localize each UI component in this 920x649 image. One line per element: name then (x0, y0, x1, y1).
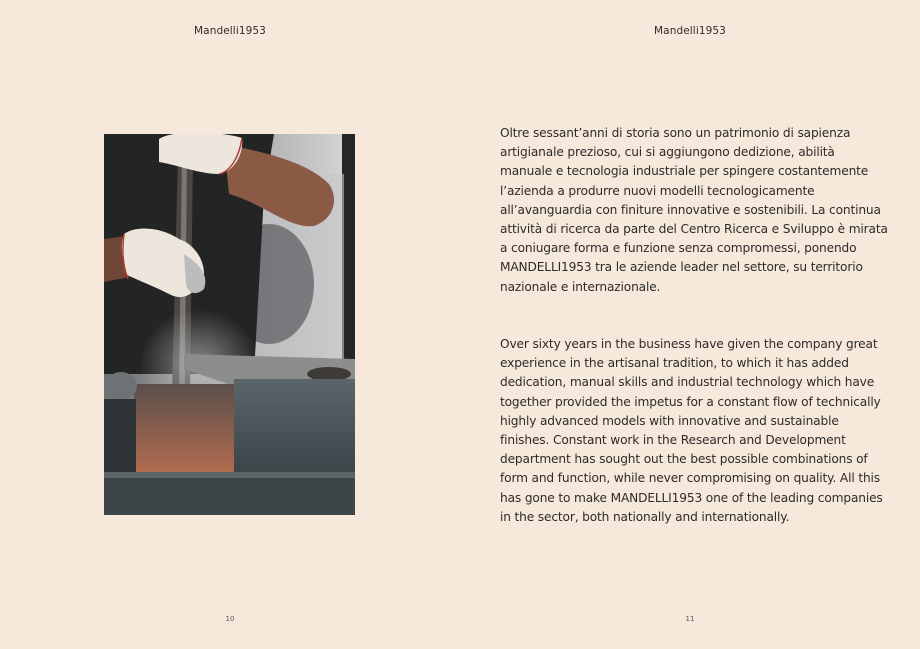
italian-paragraph: Oltre sessant’anni di storia sono un patrimonio di sapienza artigianale prezioso, cui si aggiungono dedizione, abilità manuale e tecnologia industriale per spingere costantemente l’azienda a produrre nuovi modelli tecnologicamente all’avanguardia con finiture innovative e sostenibili. La continua attività di ricerca da parte del Centro Ricerca e Sviluppo è mirata a coniugare forma e funzione senza compromessi, ponendo MANDELLI1953 tra le aziende leader nel settore, su territorio nazionale e internazionale. (500, 126, 888, 294)
running-header-right: Mandelli1953 (654, 25, 726, 37)
right-page (460, 0, 920, 649)
english-paragraph-block (500, 335, 890, 527)
running-header-left: Mandelli1953 (194, 25, 266, 37)
forge-photo-illustration (104, 134, 355, 515)
english-paragraph: Over sixty years in the business have given the company great experience in the artisanal tradition, to which it has added dedication, manual skills and industrial technology which have together provided the impetus for a constant flow of technically highly advanced models with innovative and sustainable finishes. Constant work in the Research and Development department has sought out the best possible combinations of form and function, while never compromising on quality. All this has gone to make MANDELLI1953 one of the leading companies in the sector, both nationally and internationally. (500, 337, 883, 524)
forge-photo (104, 134, 355, 515)
italian-paragraph-block (500, 124, 890, 297)
page-number-right: 11 (685, 615, 695, 623)
page-number-left: 10 (225, 615, 235, 623)
